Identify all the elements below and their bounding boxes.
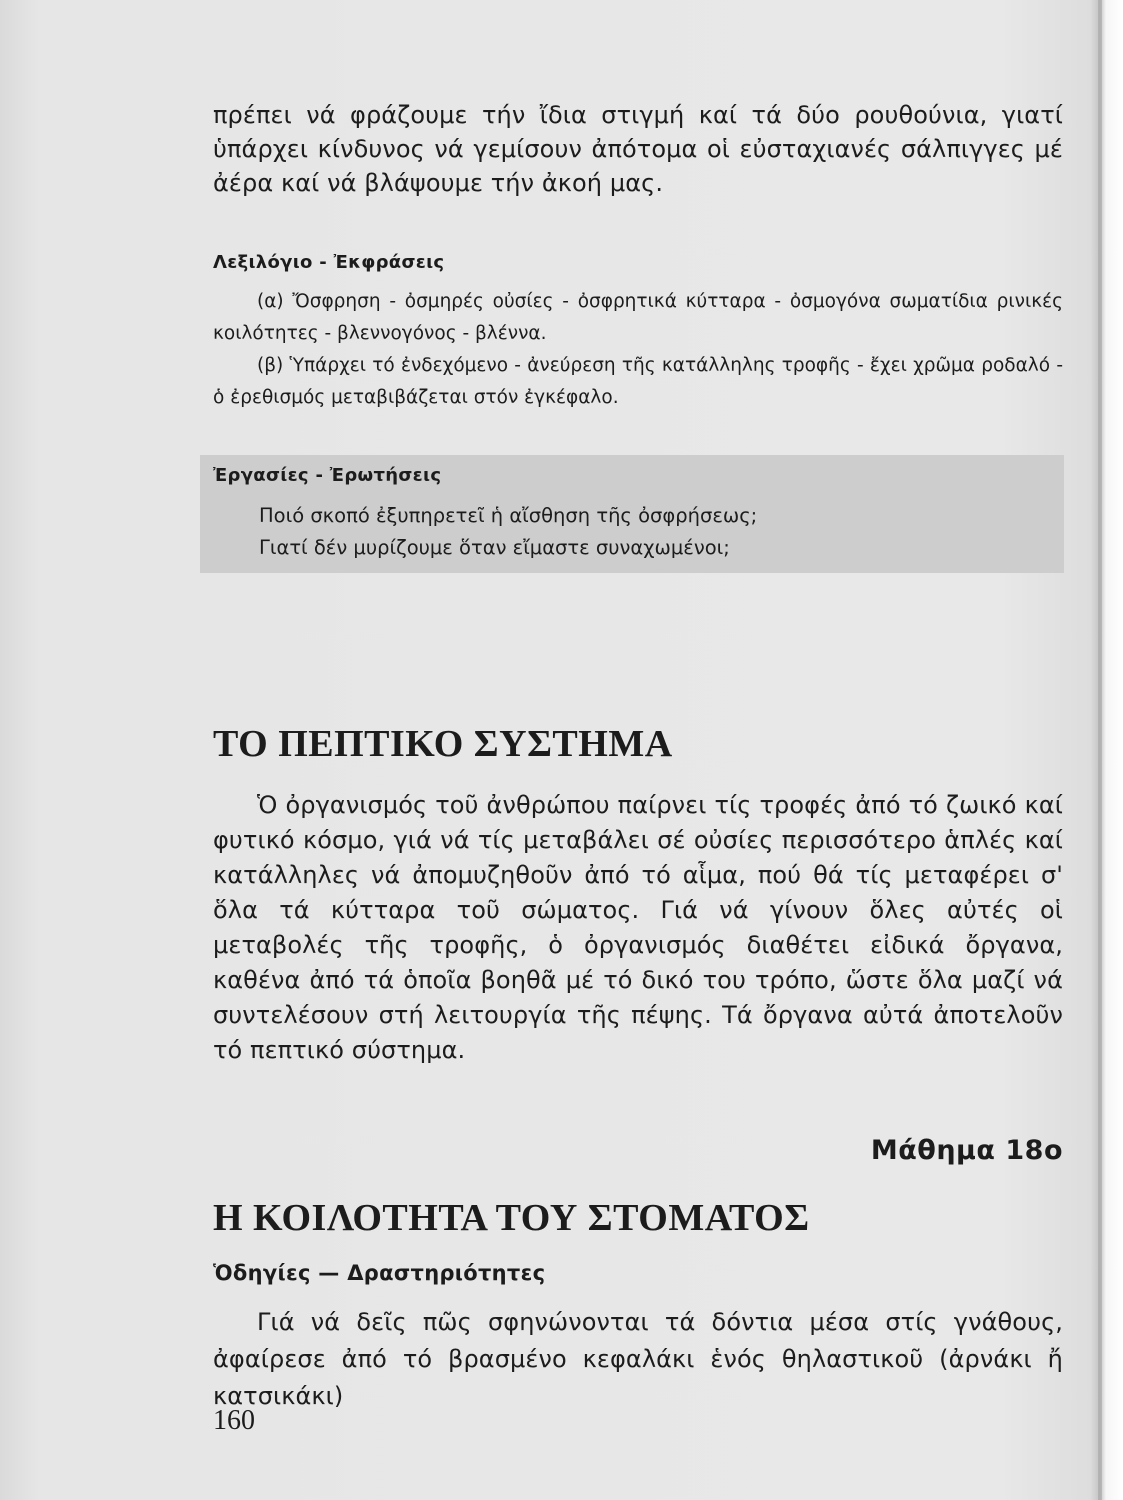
vocabulary-heading: Λεξιλόγιο - Ἐκφράσεις <box>213 252 445 273</box>
mouth-cavity-paragraph: Γιά νά δεῖς πῶς σφηνώνονται τά δόντια μέσα στίς γνάθους, ἀφαίρεσε ἀπό τό βρασμένο κεφαλάκι ἑνός θηλαστικοῦ (ἀρνάκι ἤ κατσικάκι) <box>213 1308 1063 1410</box>
vocabulary-item-a: (α) Ὄσφρηση - ὀσμηρές οὐσίες - ὀσφρητικά κύτταρα - ὀσμογόνα σωματίδια ρινικές κοιλότητες - βλεννογόνος - βλέννα. <box>213 291 1063 344</box>
lesson-number: Μάθημα 18ο <box>870 1135 1063 1166</box>
vocabulary-list <box>213 286 1063 414</box>
instructions-heading: Ὁδηγίες — Δραστηριότητες <box>213 1261 546 1285</box>
question-1: Ποιό σκοπό ἐξυπηρετεῖ ἡ αἴσθηση τῆς ὀσφρήσεως; <box>259 504 758 527</box>
digestive-system-paragraph: Ὁ ὀργανισμός τοῦ ἀνθρώπου παίρνει τίς τροφές ἀπό τό ζωικό καί φυτικό κόσμο, γιά νά τίς μεταβάλει σέ οὐσίες περισσότερο ἁπλές καί κατάλληλες νά ἀπομυζηθοῦν ἀπό τό αἷμα, πού θά τίς μεταφέρει σ' ὅλα τά κύτταρα τοῦ σώματος. Γιά νά γίνουν ὅλες αὐτές οἱ μεταβολές τῆς τροφῆς, ὁ ὀργανισμός διαθέτει εἰδικά ὄργανα, καθένα ἀπό τά ὁποῖα βοηθᾶ μέ τό δικό του τρόπο, ὥστε ὅλα μαζί νά συντελέσουν στή λειτουργία τῆς πέψης. Τά ὄργανα αὐτά ἀποτελοῦν τό πεπτικό σύστημα. <box>213 791 1063 1064</box>
vocabulary-item-b: (β) Ὑπάρχει τό ἐνδεχόμενο - ἀνεύρεση τῆς κατάλληλης τροφῆς - ἔχει χρῶμα ροδαλό - ὁ ἐρεθισμός μεταβιβάζεται στόν ἐγκέφαλο. <box>213 355 1063 408</box>
page-number: 160 <box>213 1405 255 1436</box>
page-edge-shadow <box>1098 0 1102 1500</box>
exercises-questions <box>213 500 1063 564</box>
exercises-heading: Ἐργασίες - Ἐρωτήσεις <box>213 465 442 486</box>
question-2: Γιατί δέν μυρίζουμε ὅταν εἴμαστε συναχωμένοι; <box>259 536 730 559</box>
mouth-cavity-title: Η ΚΟΙΛΟΤΗΤΑ ΤΟΥ ΣΤΟΜΑΤΟΣ <box>213 1197 810 1239</box>
intro-paragraph: πρέπει νά φράζουμε τήν ἴδια στιγμή καί τά δύο ρουθούνια, γιατί ὑπάρχει κίνδυνος νά γεμίσουν ἀπότομα οἱ εὐσταχιανές σάλπιγγες μέ ἀέρα καί νά βλάψουμε τήν ἀκοή μας. <box>213 101 1063 197</box>
digestive-system-title: ΤΟ ΠΕΠΤΙΚΟ ΣΥΣΤΗΜΑ <box>213 723 673 765</box>
